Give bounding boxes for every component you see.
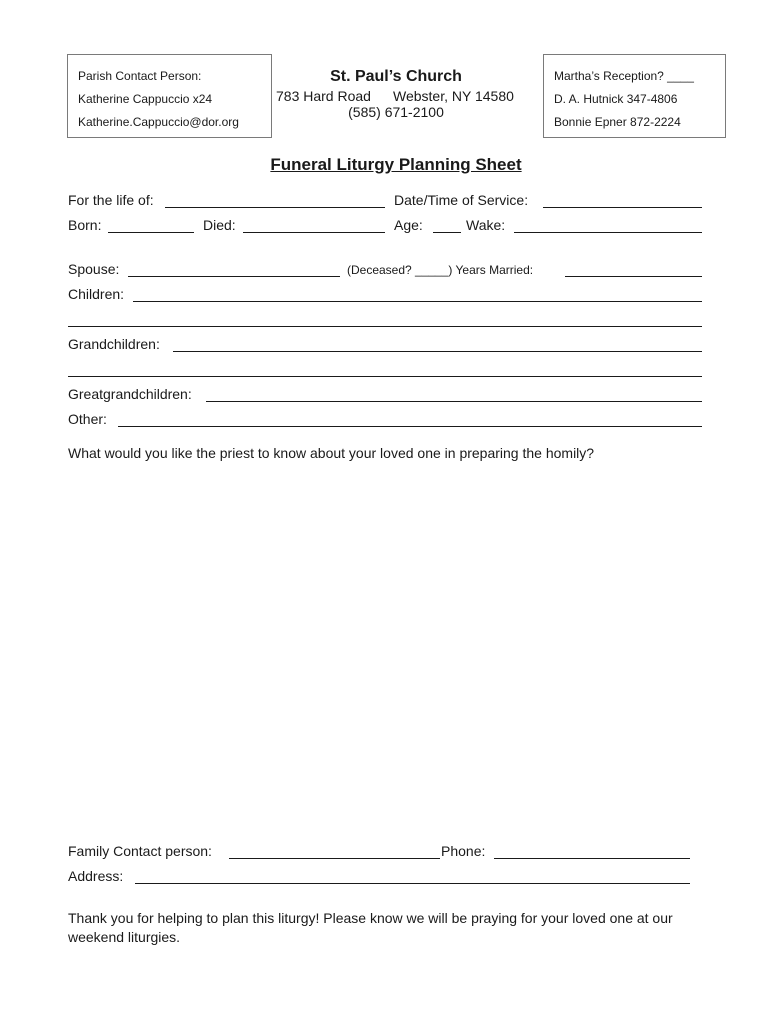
address-field[interactable] [135, 868, 690, 884]
spouse-field[interactable] [128, 261, 340, 277]
form-title: Funeral Liturgy Planning Sheet [270, 155, 522, 174]
phone-field[interactable] [494, 843, 690, 859]
deceased-years-married-label: (Deceased? _____) Years Married: [347, 263, 534, 277]
address-label: Address: [68, 868, 124, 884]
other-field[interactable] [118, 411, 702, 427]
church-street: 783 Hard Road [276, 88, 371, 104]
thanks-line-1: Thank you for helping to plan this liturgy! Please know we will be praying for your loved one at our [68, 910, 673, 926]
reception-contact-1: D. A. Hutnick 347-4806 [554, 92, 678, 106]
children-label: Children: [68, 286, 125, 302]
church-name: St. Paul’s Church [330, 68, 462, 85]
grandchildren-label: Grandchildren: [68, 336, 160, 352]
phone-label: Phone: [441, 843, 486, 859]
children-field-2[interactable] [68, 311, 702, 327]
life-of-field[interactable] [165, 192, 385, 208]
reception-contact-2: Bonnie Epner 872-2224 [554, 115, 681, 129]
other-label: Other: [68, 411, 107, 427]
grandchildren-field[interactable] [173, 336, 702, 352]
datetime-field[interactable] [543, 192, 702, 208]
church-phone: (585) 671-2100 [348, 104, 444, 120]
born-label: Born: [68, 217, 102, 233]
spouse-label: Spouse: [68, 261, 120, 277]
reception-label: Martha’s Reception? ____ [554, 69, 694, 83]
life-of-label: For the life of: [68, 192, 154, 208]
grandchildren-field-2[interactable] [68, 361, 702, 377]
homily-question: What would you like the priest to know about your loved one in preparing the homily? [68, 445, 595, 461]
parish-contact-label: Parish Contact Person: [78, 69, 202, 83]
age-field[interactable] [433, 217, 461, 233]
thanks-line-2: weekend liturgies. [68, 929, 181, 945]
datetime-label: Date/Time of Service: [394, 192, 529, 208]
born-field[interactable] [108, 217, 194, 233]
years-married-field[interactable] [565, 261, 702, 277]
age-label: Age: [394, 217, 423, 233]
wake-field[interactable] [514, 217, 702, 233]
children-field[interactable] [133, 286, 702, 302]
greatgrandchildren-field[interactable] [206, 386, 702, 402]
died-label: Died: [203, 217, 236, 233]
family-contact-field[interactable] [229, 843, 440, 859]
homily-answer-area[interactable] [68, 468, 702, 828]
greatgrandchildren-label: Greatgrandchildren: [68, 386, 192, 402]
wake-label: Wake: [466, 217, 506, 233]
parish-contact-email: Katherine.Cappuccio@dor.org [78, 115, 239, 129]
church-city: Webster, NY 14580 [393, 88, 514, 104]
family-contact-label: Family Contact person: [68, 843, 212, 859]
parish-contact-name: Katherine Cappuccio x24 [78, 92, 213, 106]
died-field[interactable] [243, 217, 385, 233]
